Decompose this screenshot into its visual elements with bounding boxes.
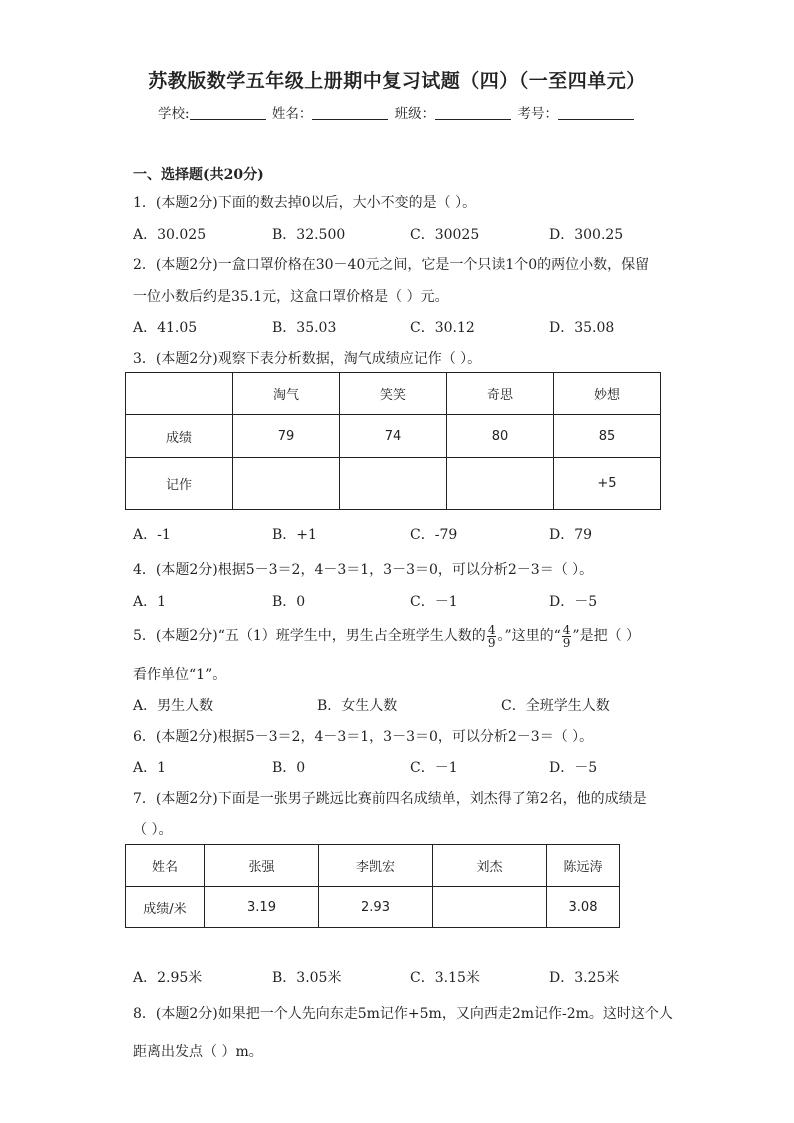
question-8-text-line2: 距离出发点（ ）m。 [133, 1044, 263, 1060]
question-6-text: 6．(本题2分)根据5－3＝2，4－3＝1，3－3＝0，可以分析2－3＝（ ）。 [133, 729, 594, 745]
table-cell: 笑笑 [340, 373, 447, 415]
table-cell [447, 458, 554, 510]
table-cell: 姓名 [126, 845, 205, 887]
table-cell [340, 458, 447, 510]
question-2-text-line1: 2．(本题2分)一盒口罩价格在30－40元之间，它是一个只读1个0的两位小数，保留 [133, 257, 650, 273]
table-cell: 3.19 [205, 887, 319, 928]
option-b[interactable]: B．女生人数 [317, 698, 398, 714]
option-b[interactable]: B．0 [272, 760, 306, 776]
question-5-part1: 5．(本题2分)“五（1）班学生中，男生占全班学生人数的 [133, 628, 486, 644]
option-d[interactable]: D．35.08 [549, 320, 615, 336]
table-cell: 2.93 [319, 887, 433, 928]
question-5-text-line1 [133, 622, 640, 650]
table-cell: 成绩/米 [126, 887, 205, 928]
question-1-text: 1．(本题2分)下面的数去掉0以后，大小不变的是（ ）。 [133, 195, 477, 211]
option-a[interactable]: A．1 [133, 594, 167, 610]
option-c[interactable]: C．－1 [410, 594, 458, 610]
class-blank[interactable] [435, 105, 511, 120]
table-cell: 3.08 [547, 887, 620, 928]
question-4-text: 4．(本题2分)根据5－3＝2，4－3＝1，3－3＝0，可以分析2－3＝（ ）。 [133, 562, 594, 578]
question-5-part3: ”是把（ ） [572, 628, 641, 644]
question-8-text-line1: 8．(本题2分)如果把一个人先向东走5m记作+5m，又向西走2m记作-2m。这时这个人 [133, 1006, 673, 1022]
score-table [125, 372, 661, 510]
exam-no-label: 考号： [517, 106, 558, 122]
question-2-text-line2: 一位小数后约是35.1元，这盒口罩价格是（ ）元。 [133, 289, 449, 305]
option-a[interactable]: A．2.95米 [133, 970, 203, 986]
table-cell: +5 [554, 458, 661, 510]
option-d[interactable]: D．－5 [549, 594, 598, 610]
option-d[interactable]: D．300.25 [549, 227, 624, 243]
table-cell: 80 [447, 415, 554, 458]
section-heading: 一、选择题(共20分) [133, 167, 264, 183]
table-cell: 刘杰 [433, 845, 547, 887]
long-jump-table [125, 844, 620, 928]
option-b[interactable]: B．35.03 [272, 320, 337, 336]
fraction: $\frac{4}{9}$ [562, 622, 571, 650]
page-title: 苏教版数学五年级上册期中复习试题（四）（一至四单元） [148, 70, 646, 92]
option-c[interactable]: C．3.15米 [410, 970, 480, 986]
option-c[interactable]: C．-79 [410, 527, 458, 543]
table-cell [233, 458, 340, 510]
option-d[interactable]: D．3.25米 [549, 970, 620, 986]
question-5-text-line2: 看作单位“1”。 [133, 667, 227, 683]
table-cell: 79 [233, 415, 340, 458]
question-7-text-line2: （ ）。 [133, 822, 173, 838]
school-blank[interactable] [190, 105, 266, 120]
class-label: 班级： [394, 106, 436, 122]
option-c[interactable]: C．30025 [410, 227, 480, 243]
table-cell: 85 [554, 415, 661, 458]
table-cell [433, 887, 547, 928]
option-a[interactable]: A．-1 [133, 527, 171, 543]
table-header-row [126, 845, 620, 887]
option-b[interactable]: B．32.500 [272, 227, 346, 243]
table-cell: 74 [340, 415, 447, 458]
option-a[interactable]: A．41.05 [133, 320, 198, 336]
name-label: 姓名： [271, 106, 313, 122]
table-row [126, 887, 620, 928]
option-b[interactable]: B．+1 [272, 527, 317, 543]
option-c[interactable]: C．－1 [410, 760, 458, 776]
option-a[interactable]: A．男生人数 [133, 698, 214, 714]
student-info-line [0, 102, 794, 122]
exam-no-blank[interactable] [558, 105, 634, 120]
option-a[interactable]: A．1 [133, 760, 167, 776]
table-cell: 淘气 [233, 373, 340, 415]
fraction: $\frac{4}{9}$ [487, 622, 496, 650]
table-cell: 张强 [205, 845, 319, 887]
option-d[interactable]: D．－5 [549, 760, 598, 776]
table-cell: 李凯宏 [319, 845, 433, 887]
table-cell: 妙想 [554, 373, 661, 415]
table-cell: 成绩 [126, 415, 233, 458]
table-cell: 陈远涛 [547, 845, 620, 887]
table-cell: 记作 [126, 458, 233, 510]
question-5-part2: 。”这里的“ [497, 628, 561, 644]
question-3-text: 3．(本题2分)观察下表分析数据，淘气成绩应记作（ ）。 [133, 351, 482, 367]
option-b[interactable]: B．3.05米 [272, 970, 342, 986]
option-d[interactable]: D．79 [549, 527, 593, 543]
table-cell: 奇思 [447, 373, 554, 415]
option-a[interactable]: A．30.025 [133, 227, 207, 243]
school-label: 学校: [158, 106, 190, 122]
option-c[interactable]: C．30.12 [410, 320, 475, 336]
question-7-text-line1: 7．(本题2分)下面是一张男子跳远比赛前四名成绩单，刘杰得了第2名，他的成绩是 [133, 791, 647, 807]
table-row [126, 458, 661, 510]
option-c[interactable]: C．全班学生人数 [501, 698, 610, 714]
name-blank[interactable] [312, 105, 388, 120]
table-cell [126, 373, 233, 415]
option-b[interactable]: B．0 [272, 594, 306, 610]
table-row [126, 415, 661, 458]
table-header-row [126, 373, 661, 415]
